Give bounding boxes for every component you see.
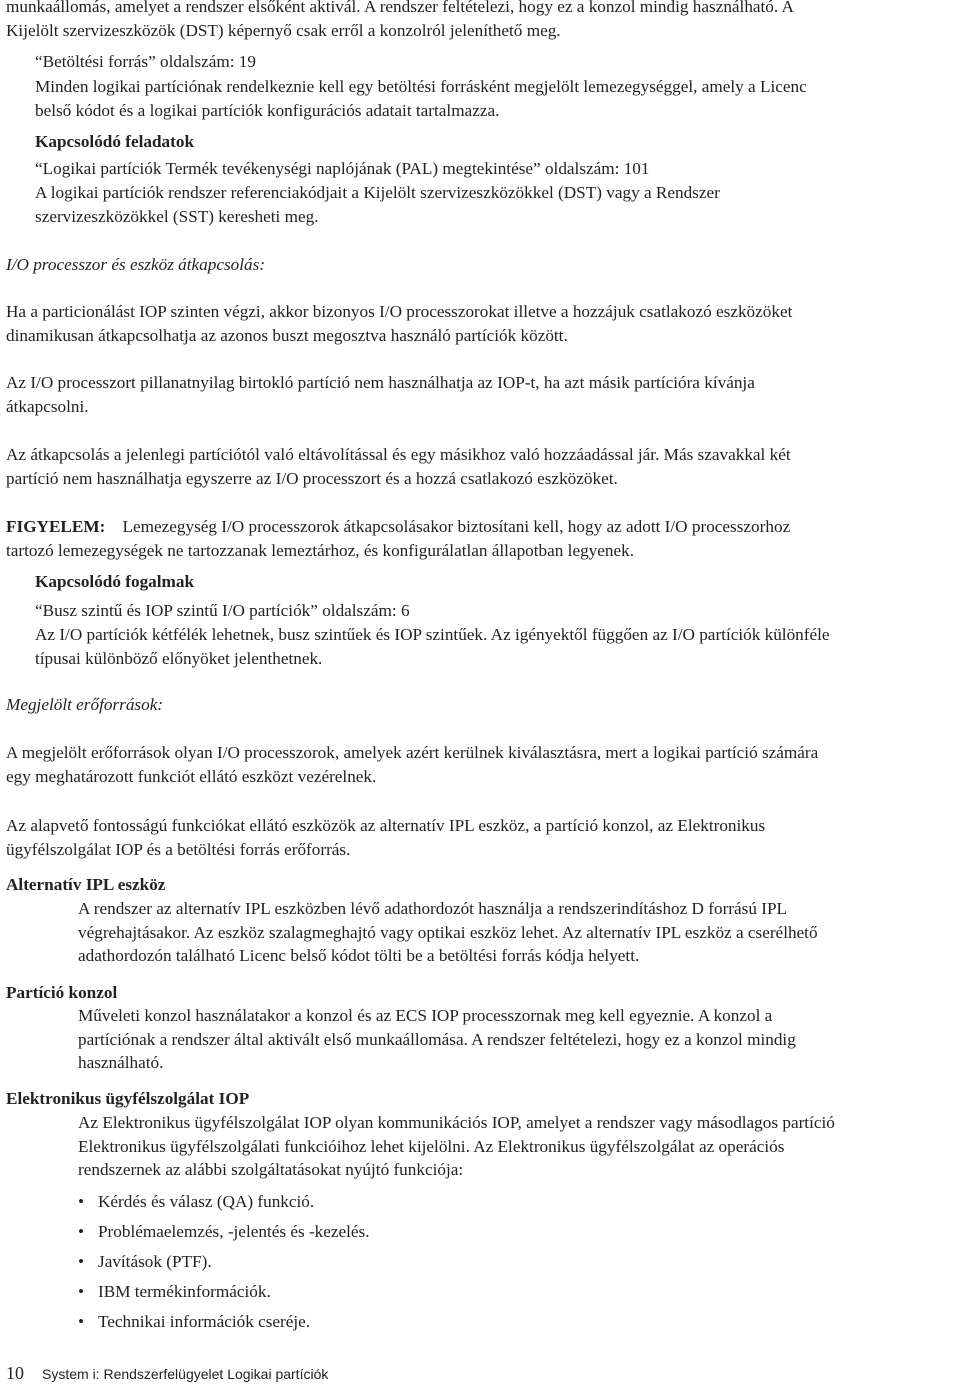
- list-item: • Problémaelemzés, -jelentés és -kezelés.: [78, 1220, 370, 1250]
- load-source-link[interactable]: “Betöltési forrás” oldalszám: 19: [35, 52, 256, 71]
- list-item: • Kérdés és válasz (QA) funkció.: [78, 1190, 370, 1220]
- pal-link[interactable]: “Logikai partíciók Termék tevékenységi naplójának (PAL) megtekintése” oldalszám: 101: [35, 159, 650, 178]
- io-paragraph-3: Az átkapcsolás a jelenlegi partíciótól való eltávolítással és egy másikhoz való hozzáadással jár. Más szavakkal két partíció nem használhatja egyszerre az I/O processzort és a hozzá csatlakozó eszközöket.: [6, 445, 791, 488]
- term-alt-ipl-title: Alternatív IPL eszköz: [6, 875, 166, 894]
- bullet-icon: •: [78, 1312, 85, 1331]
- io-paragraph-1: Ha a particionálást IOP szinten végzi, akkor bizonyos I/O processzorokat illetve a hozzájuk csatlakozó eszközöket dinamikusan átkapcsolhatja az azonos buszt megosztva használó partíciók között.: [6, 302, 793, 345]
- term-alt-ipl-definition: A rendszer az alternatív IPL eszközben lévő adathordozót használja a rendszerindításhoz D forrású IPL végrehajtásakor. Az eszköz szalagmeghajtó vagy optikai eszköz lehet. Az alternatív IPL eszköz a cserélhető adathordozón található Licenc belső kódot tölti be a betöltési forrás kódja helyett.: [78, 899, 818, 965]
- bullet-icon: •: [78, 1192, 85, 1211]
- list-item: • Javítások (PTF).: [78, 1250, 370, 1280]
- tagged-resources-heading: Megjelölt erőforrások:: [6, 695, 164, 714]
- footer-title: System i: Rendszerfelügyelet Logikai partíciók: [42, 1366, 329, 1382]
- related-tasks-description: A logikai partíciók rendszer referenciakódjait a Kijelölt szervizeszközökkel (DST) vagy a Rendszer szervizeszközökkel (SST) keresheti meg.: [35, 183, 720, 226]
- related-tasks-heading: Kapcsolódó feladatok: [35, 132, 195, 151]
- related-concepts-heading: Kapcsolódó fogalmak: [35, 572, 195, 591]
- term-ecs-iop-title: Elektronikus ügyfélszolgálat IOP: [6, 1089, 250, 1108]
- bullet-icon: •: [78, 1252, 85, 1271]
- bus-iop-link[interactable]: “Busz szintű és IOP szintű I/O partíciók” oldalszám: 6: [35, 601, 410, 620]
- bullet-icon: •: [78, 1222, 85, 1241]
- term-ecs-iop-definition: Az Elektronikus ügyfélszolgálat IOP olyan kommunikációs IOP, amelyet a rendszer vagy másodlagos partíció Elektronikus ügyfélszolgálati funkcióihoz lehet kijelölni. Az Elektronikus ügyfélszolgálat az operációs rendszernek az alábbi szolgáltatásokat nyújtó funkciója:: [78, 1113, 835, 1179]
- related-concepts-description: Az I/O partíciók kétfélék lehetnek, busz szintűek és IOP szintűek. Az igényektől függően az I/O partíciók különféle típusai különböző előnyöket jelenthetnek.: [35, 625, 830, 668]
- io-paragraph-2: Az I/O processzort pillanatnyilag birtokló partíció nem használhatja az IOP-t, ha azt másik partícióra kívánja átkapcsolni.: [6, 373, 755, 416]
- io-switching-heading: I/O processzor és eszköz átkapcsolás:: [6, 255, 266, 274]
- term-console-definition: Műveleti konzol használatakor a konzol és az ECS IOP processzornak meg kell egyeznie. A konzol a partíciónak a rendszer által aktivált első munkaállomása. A rendszer feltételezi, hogy ez a konzol mindig használható.: [78, 1006, 796, 1072]
- tagged-paragraph-1: A megjelölt erőforrások olyan I/O processzorok, amelyek azért kerülnek kiválasztásra, mert a logikai partíció számára egy meghatározott funkciót ellátó eszközt vezérelnek.: [6, 743, 819, 786]
- warning-paragraph: FIGYELEM: Lemezegység I/O processzorok átkapcsolásakor biztosítani kell, hogy az adott I/O processzorhoz tartozó lemezegységek ne tartozzanak lemeztárhoz, és konfigurálatlan állapotban legyenek.: [6, 517, 791, 560]
- service-functions-list: [78, 1190, 370, 1340]
- page-footer: [6, 1363, 328, 1384]
- list-item: • Technikai információk cseréje.: [78, 1310, 370, 1340]
- warning-label: FIGYELEM:: [6, 517, 106, 536]
- intro-paragraph: munkaállomás, amelyet a rendszer elsőként aktivál. A rendszer feltételezi, hogy ez a konzol mindig használható. A Kijelölt szervizeszközök (DST) képernyő csak erről a konzolról jeleníthető meg.: [6, 0, 794, 40]
- list-item: • IBM termékinformációk.: [78, 1280, 370, 1310]
- tagged-paragraph-2: Az alapvető fontosságú funkciókat ellátó eszközök az alternatív IPL eszköz, a partíció konzol, az Elektronikus ügyfélszolgálat IOP és a betöltési forrás erőforrás.: [6, 816, 766, 859]
- load-source-description: Minden logikai partíciónak rendelkeznie kell egy betöltési forrásként megjelölt lemezegységgel, amely a Licenc belső kódot és a logikai partíciók konfigurációs adatait tartalmazza.: [35, 77, 807, 120]
- bullet-icon: •: [78, 1282, 85, 1301]
- page-number: 10: [6, 1363, 24, 1383]
- term-console-title: Partíció konzol: [6, 983, 118, 1002]
